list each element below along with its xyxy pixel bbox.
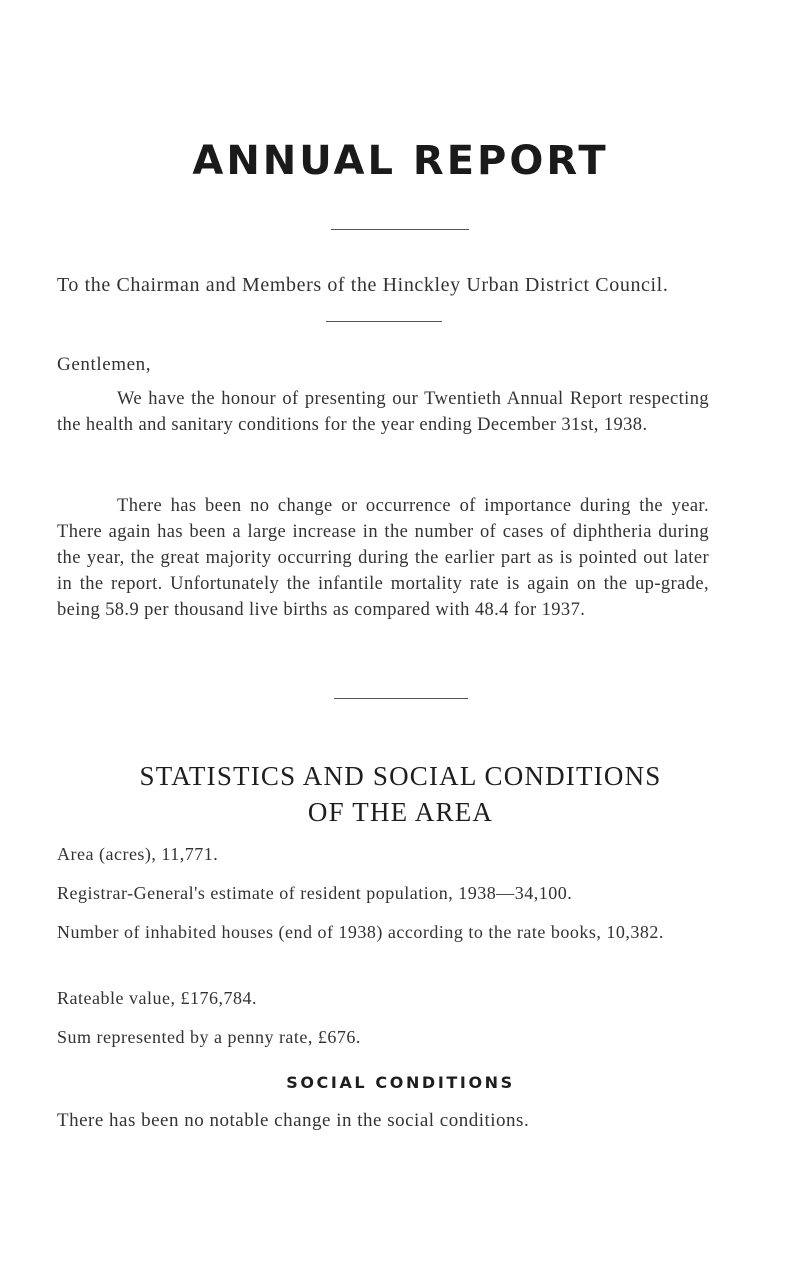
divider-top [331, 229, 469, 230]
divider-salutation [326, 321, 442, 322]
salutation: To the Chairman and Members of the Hinckley Urban District Council. [57, 274, 669, 296]
stat-houses: Number of inhabited houses (end of 1938) according to the rate books, 10,382. [57, 922, 664, 942]
greeting: Gentlemen, [57, 354, 152, 375]
paragraph-summary: There has been no change or occurrence of importance during the year. There again has been a large increase in the number of cases of diphtheria during the year, the great majority occurring during the earlier part as is pointed out later in the report. Unfortunately the infantile mortality rate is again on the up-grade, being 58.9 per thousand live births as compared with 48.4 for 1937. [57, 496, 709, 620]
statistics-heading [0, 758, 801, 830]
stat-rateable-value: Rateable value, £176,784. [57, 988, 257, 1008]
stat-penny-rate: Sum represented by a penny rate, £676. [57, 1027, 361, 1047]
social-conditions-heading: SOCIAL CONDITIONS [286, 1073, 515, 1092]
statistics-heading-line2: OF THE AREA [307, 797, 494, 827]
paragraph-introduction: We have the honour of presenting our Twentieth Annual Report respecting the health and sanitary conditions for the year ending December 31st, 1938. [57, 389, 709, 435]
stat-area: Area (acres), 11,771. [57, 844, 219, 864]
social-conditions-text: There has been no notable change in the social conditions. [57, 1110, 530, 1131]
divider-section [334, 698, 468, 699]
page-title: ANNUAL REPORT [192, 138, 609, 184]
statistics-heading-line1: STATISTICS AND SOCIAL CONDITIONS [139, 761, 662, 791]
stat-population: Registrar-General's estimate of resident population, 1938—34,100. [57, 883, 573, 903]
